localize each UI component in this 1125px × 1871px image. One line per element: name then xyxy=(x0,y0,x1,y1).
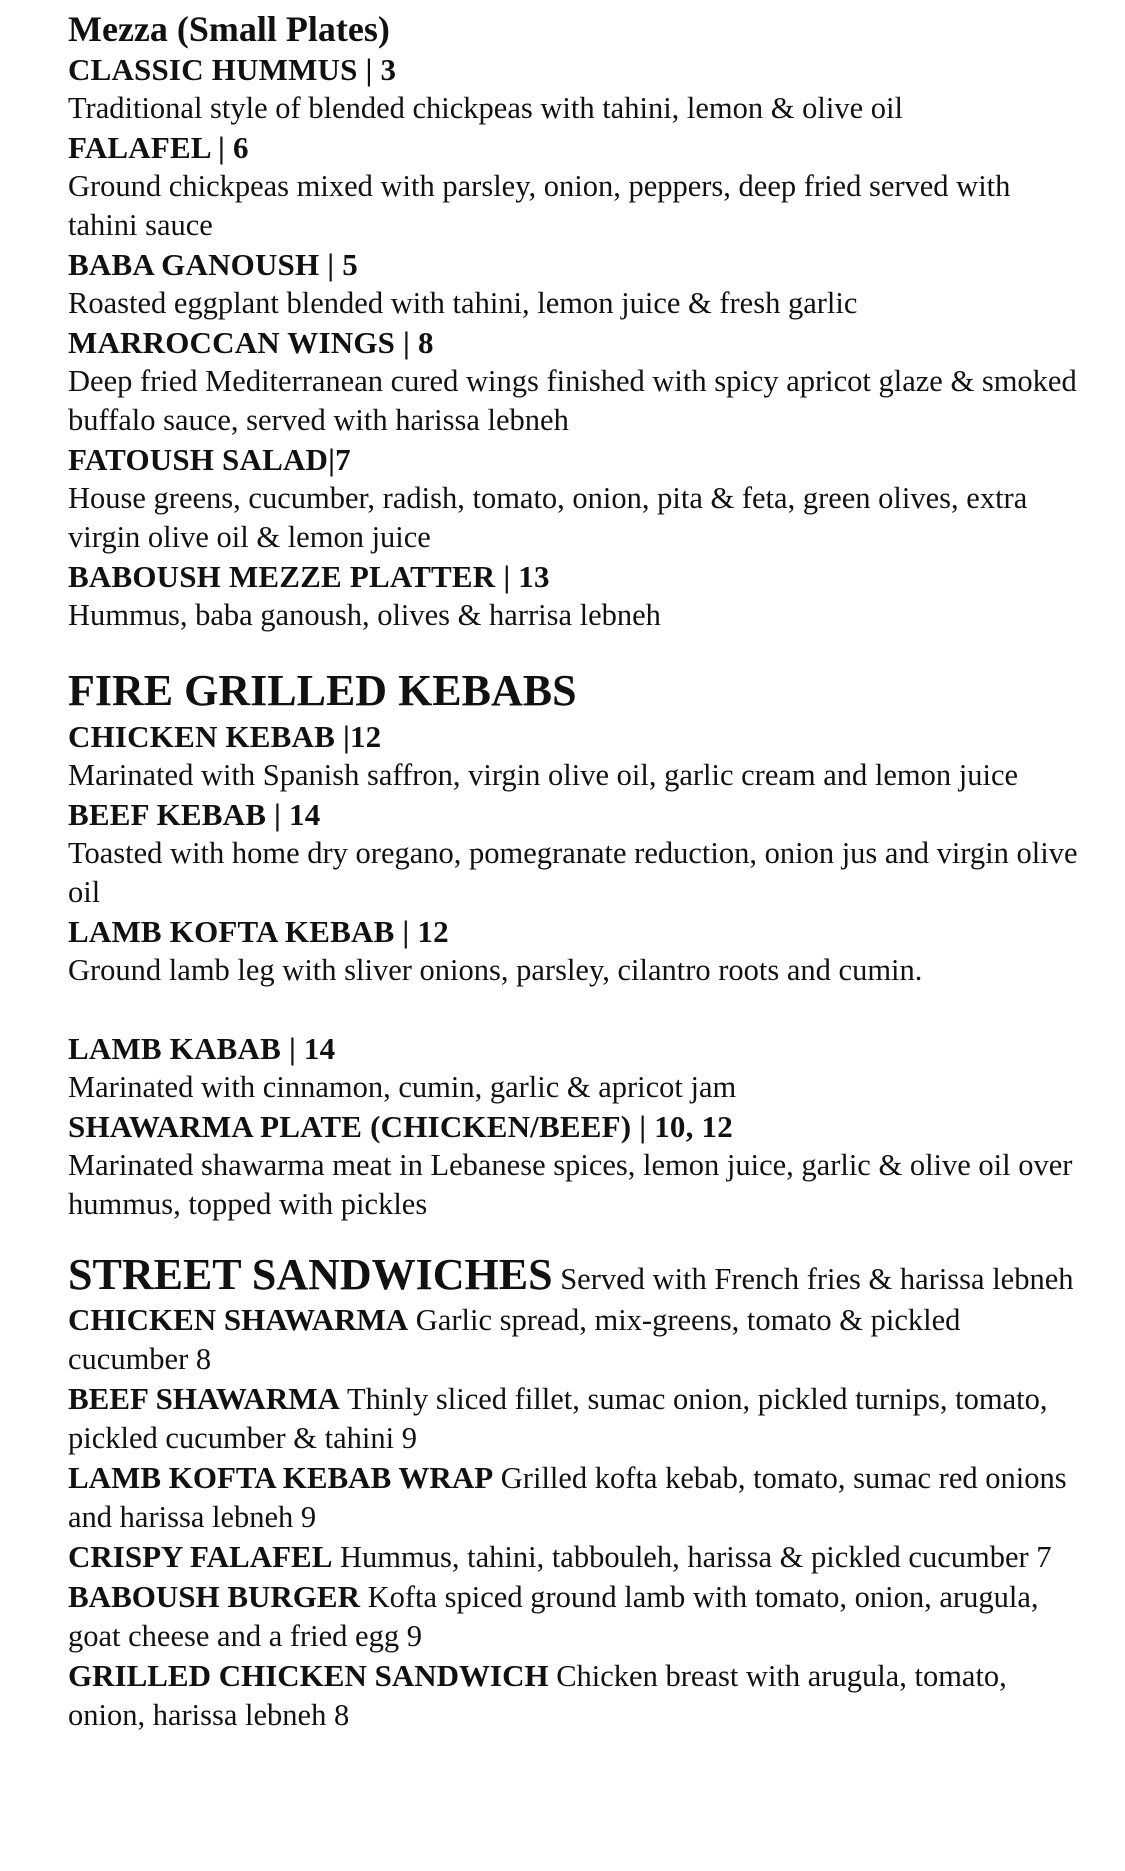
sandwich-name: CHICKEN SHAWARMA xyxy=(68,1302,409,1337)
sandwich-item xyxy=(68,1577,1078,1656)
menu-item-description: Traditional style of blended chickpeas with tahini, lemon & olive oil xyxy=(68,91,903,125)
menu-item-description: Hummus, baba ganoush, olives & harrisa lebneh xyxy=(68,598,661,632)
menu-item-name: BABOUSH MEZZE PLATTER | 13 xyxy=(68,559,550,594)
menu-item-description: Marinated with cinnamon, cumin, garlic & apricot jam xyxy=(68,1070,737,1104)
sandwich-name: GRILLED CHICKEN SANDWICH xyxy=(68,1658,549,1693)
menu-item-name: MARROCCAN WINGS | 8 xyxy=(68,325,434,360)
sandwiches-title: STREET SANDWICHES xyxy=(68,1250,553,1299)
sandwich-item xyxy=(68,1300,1078,1379)
menu-item-name: FATOUSH SALAD|7 xyxy=(68,442,351,477)
sandwich-item xyxy=(68,1379,1078,1458)
item-spacer xyxy=(68,990,1085,1029)
kebabs-title: FIRE GRILLED KEBABS xyxy=(68,666,577,715)
menu-item-description: Ground lamb leg with sliver onions, parsley, cilantro roots and cumin. xyxy=(68,953,923,987)
menu-item-name: LAMB KABAB | 14 xyxy=(68,1031,336,1066)
mezza-title: Mezza (Small Plates) xyxy=(68,9,390,49)
sandwich-item xyxy=(68,1537,1078,1577)
sandwich-description: Kofta spiced ground lamb with tomato, onion, arugula, goat cheese and a fried egg 9 xyxy=(68,1580,1039,1653)
section-spacer xyxy=(68,635,1085,665)
menu-item-description: House greens, cucumber, radish, tomato, onion, pita & feta, green olives, extra virgin olive oil & lemon juice xyxy=(68,481,1028,554)
menu-item-name: FALAFEL | 6 xyxy=(68,130,249,165)
menu-item-description: Toasted with home dry oregano, pomegranate reduction, onion jus and virgin olive oil xyxy=(68,836,1078,909)
mezza-section xyxy=(68,8,1085,635)
menu-item-name: BABA GANOUSH | 5 xyxy=(68,247,358,282)
sandwich-description: Grilled kofta kebab, tomato, sumac red onions and harissa lebneh 9 xyxy=(68,1461,1067,1534)
menu-item-name: SHAWARMA PLATE (CHICKEN/BEEF) | 10, 12 xyxy=(68,1109,733,1144)
sandwiches-section xyxy=(68,1250,1085,1735)
menu-item-description: Marinated shawarma meat in Lebanese spices, lemon juice, garlic & olive oil over hummus, topped with pickles xyxy=(68,1148,1073,1221)
sandwiches-subtitle: Served with French fries & harissa lebneh xyxy=(560,1262,1074,1296)
menu-item-name: BEEF KEBAB | 14 xyxy=(68,797,321,832)
menu-item-description: Ground chickpeas mixed with parsley, onion, peppers, deep fried served with tahini sauce xyxy=(68,169,1011,242)
sandwich-description: Thinly sliced fillet, sumac onion, pickled turnips, tomato, pickled cucumber & tahini 9 xyxy=(68,1382,1048,1455)
sandwiches-heading xyxy=(68,1250,1078,1300)
sandwich-item xyxy=(68,1656,1078,1735)
menu-item-name: LAMB KOFTA KEBAB | 12 xyxy=(68,914,449,949)
sandwich-description: Hummus, tahini, tabbouleh, harissa & pickled cucumber 7 xyxy=(340,1540,1052,1574)
menu-item-description: Deep fried Mediterranean cured wings finished with spicy apricot glaze & smoked buffalo sauce, served with harissa lebneh xyxy=(68,364,1077,437)
sandwich-description: Chicken breast with arugula, tomato, onion, harissa lebneh 8 xyxy=(68,1659,1007,1732)
menu-item-name: CHICKEN KEBAB |12 xyxy=(68,719,382,754)
kebabs-section xyxy=(68,665,1085,1224)
sandwich-name: BABOUSH BURGER xyxy=(68,1579,360,1614)
menu-item-description: Marinated with Spanish saffron, virgin olive oil, garlic cream and lemon juice xyxy=(68,758,1019,792)
sandwich-description: Garlic spread, mix-greens, tomato & pickled cucumber 8 xyxy=(68,1303,961,1376)
sandwich-item xyxy=(68,1458,1078,1537)
sandwich-name: CRISPY FALAFEL xyxy=(68,1539,333,1574)
menu-item-name: CLASSIC HUMMUS | 3 xyxy=(68,52,397,87)
sandwich-name: BEEF SHAWARMA xyxy=(68,1381,340,1416)
sandwich-name: LAMB KOFTA KEBAB WRAP xyxy=(68,1460,494,1495)
menu-item-description: Roasted eggplant blended with tahini, lemon juice & fresh garlic xyxy=(68,286,858,320)
